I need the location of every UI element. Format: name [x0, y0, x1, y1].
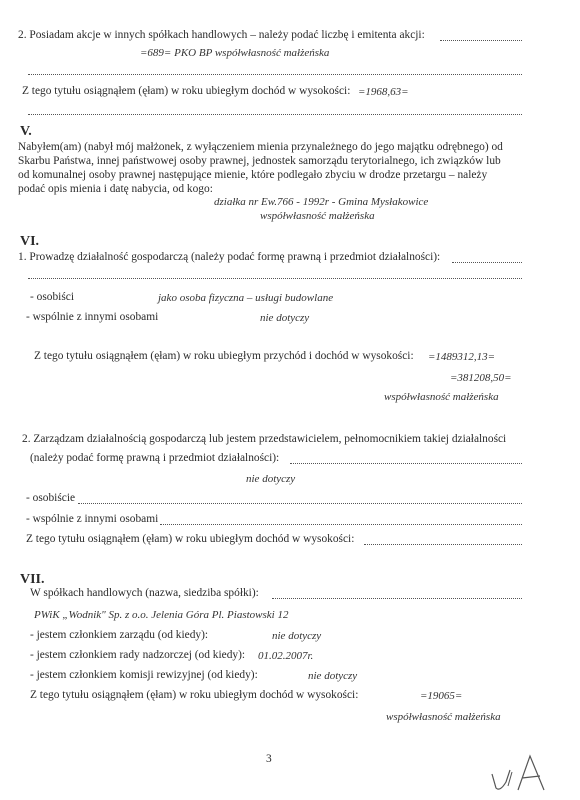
- business-personal-label: - osobiści: [30, 291, 74, 303]
- board-value: nie dotyczy: [272, 630, 322, 642]
- section-v-text-3: od komunalnej osoby prawnej następujące mienie, które podlegało zbyciu w drodze przetargu – należy: [18, 169, 488, 181]
- section-v-heading: V.: [20, 124, 32, 139]
- business-income-label: Z tego tytułu osiągnąłem (ęłam) w roku ubiegłym przychód i dochód w wysokości:: [34, 350, 414, 362]
- shares-income-label: Z tego tytułu osiągnąłem (ęłam) w roku ubiegłym dochód w wysokości:: [22, 85, 351, 97]
- page-number: 3: [266, 753, 272, 765]
- section-vi-heading: VI.: [20, 234, 40, 249]
- business-joint-value: nie dotyczy: [260, 312, 310, 324]
- handwritten-initials: [488, 752, 558, 794]
- shares-income-value: =1968,63=: [358, 86, 409, 98]
- company-dots: [272, 598, 522, 599]
- company-value: PWiK „Wodnik" Sp. z o.o. Jelenia Góra Pl. Piastowski 12: [34, 609, 289, 621]
- management-joint-dots: [160, 524, 522, 525]
- management-line-1: 2. Zarządzam działalnością gospodarczą lub jestem przedstawicielem, pełnomocnikiem takiej działalności: [22, 433, 507, 445]
- management-joint-label: - wspólnie z innymi osobami: [26, 513, 159, 525]
- company-label: W spółkach handlowych (nazwa, siedziba spółki):: [30, 587, 259, 599]
- management-line-2: (należy podać formę prawną i przedmiot działalności):: [30, 452, 280, 464]
- management-personal-label: - osobiście: [26, 492, 76, 504]
- shares-value: =689= PKO BP współwłasność małżeńska: [140, 47, 330, 59]
- business-revenue-value: =1489312,13=: [428, 351, 496, 363]
- shares-label: 2. Posiadam akcje w innych spółkach handlowych – należy podać liczbę i emitenta akcji:: [18, 29, 425, 41]
- management-value: nie dotyczy: [246, 473, 296, 485]
- management-dots: [290, 463, 522, 464]
- vii-ownership-note: współwłasność małżeńska: [386, 711, 501, 723]
- supervisory-value: 01.02.2007r.: [258, 650, 314, 662]
- business-profit-value: =381208,50=: [450, 372, 512, 384]
- vii-income-value: =19065=: [420, 690, 463, 702]
- section-v-text-1: Nabyłem(am) (nabył mój małżonek, z wyłączeniem mienia przynależnego do jego majątku odrębnego) od: [18, 141, 503, 153]
- business-dots: [452, 262, 522, 263]
- section-v-text-4: podać opis mienia i datę nabycia, od kogo:: [18, 183, 213, 195]
- management-income-label: Z tego tytułu osiągnąłem (ęłam) w roku ubiegłym dochód w wysokości:: [26, 533, 355, 545]
- shares-dots: [440, 40, 522, 41]
- management-income-dots: [364, 544, 522, 545]
- business-ownership-note: współwłasność małżeńska: [384, 391, 499, 403]
- business-label: 1. Prowadzę działalność gospodarczą (należy podać formę prawną i przedmiot działalności):: [18, 251, 441, 263]
- management-personal-dots: [78, 503, 522, 504]
- shares-income-dots: [28, 114, 522, 115]
- section-v-text-2: Skarbu Państwa, innej państwowej osoby prawnej, jednostek samorządu terytorialnego, ich związków lub: [18, 155, 501, 167]
- business-dots-line2: [28, 278, 522, 279]
- business-personal-value: jako osoba fizyczna – usługi budowlane: [158, 292, 334, 304]
- audit-label: - jestem członkiem komisji rewizyjnej (od kiedy):: [30, 669, 258, 681]
- section-v-value-2: współwłasność małżeńska: [260, 210, 375, 222]
- supervisory-label: - jestem członkiem rady nadzorczej (od kiedy):: [30, 649, 246, 661]
- audit-value: nie dotyczy: [308, 670, 358, 682]
- board-label: - jestem członkiem zarządu (od kiedy):: [30, 629, 209, 641]
- section-vii-heading: VII.: [20, 572, 45, 587]
- vii-income-label: Z tego tytułu osiągnąłem (ęłam) w roku ubiegłym dochód w wysokości:: [30, 689, 359, 701]
- shares-dots-line2: [28, 74, 522, 75]
- section-v-value-1: działka nr Ew.766 - 1992r - Gmina Mysłakowice: [214, 196, 429, 208]
- business-joint-label: - wspólnie z innymi osobami: [26, 311, 159, 323]
